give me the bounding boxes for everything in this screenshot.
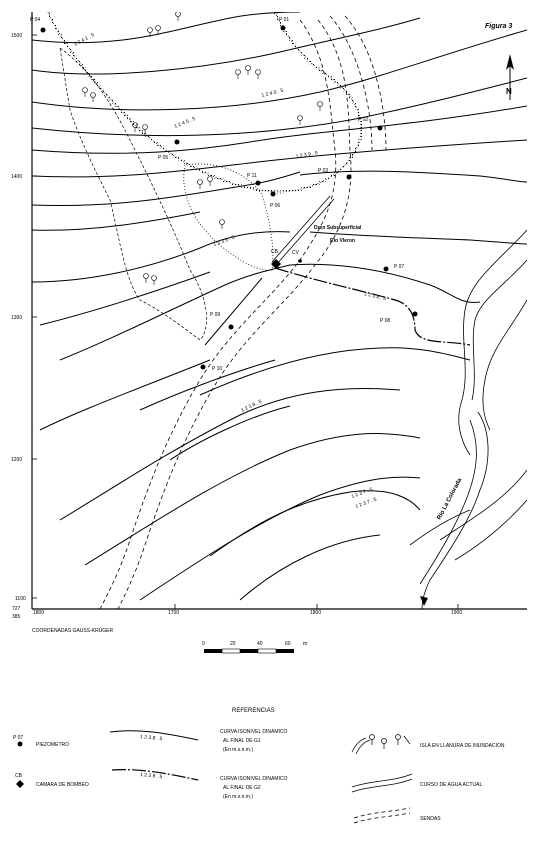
piezometer-label: P 03 (318, 168, 329, 174)
legend-curva2-sample: 1 2 3 8 . 5 (139, 772, 163, 781)
x-axis-ticks (12, 604, 462, 620)
island-polygon (60, 48, 207, 340)
legend-curva2-line3: (En m.s.n.m.) (223, 794, 254, 800)
contour-label: 1 2 4 0 . 5 (173, 115, 197, 130)
legend-piezometer-icon (18, 742, 23, 747)
y-tick-label: 1400 (11, 174, 23, 180)
contour-label: 1 2 3 8 . 5 (363, 291, 387, 303)
legend-sendas-icon (354, 808, 410, 823)
drain-label: Dren Subsuperficial (314, 225, 362, 231)
legend-curva2-line1: CURVA ISONIVEL DINAMICO (220, 776, 288, 782)
river-la-colorada (410, 230, 527, 609)
piezometer-label: P 10 (212, 366, 223, 372)
contour-labels (73, 32, 387, 510)
legend-curva2-line2: AL FINAL DE G2 (223, 785, 261, 791)
isonivel-g2-contour (275, 268, 470, 345)
scale-bar (202, 641, 307, 653)
contour-label: 1 2 3 9 . 5 (295, 150, 319, 160)
scale-label: 60 (285, 641, 291, 647)
pump-chamber-label: CB (271, 249, 278, 255)
piezometer-markers (30, 17, 418, 372)
piezometer-p07[interactable] (384, 264, 405, 272)
piezometer-label: P 05 (158, 155, 169, 161)
legend-camara-code: CB (15, 773, 22, 779)
legend-curso-icon (352, 774, 412, 792)
legend-curva1-line3: (En m.s.n.m.) (223, 747, 254, 753)
cv-label: CV (292, 250, 299, 256)
scale-label: 20 (230, 641, 236, 647)
map-frame (32, 12, 527, 609)
piezometer-label: P 06 (270, 203, 281, 209)
flood-plain-boundary (48, 12, 361, 270)
corner-label: 385 (12, 614, 21, 620)
piezometer-label: P 04 (30, 17, 41, 23)
contour-label: 1 2 4 0 . 5 (261, 87, 285, 99)
legend-pump-icon (16, 780, 24, 788)
contour-label: 1 2 3 8 . 5 (240, 398, 263, 414)
y-tick-label: 1100 (15, 596, 26, 602)
scale-label: 0 (202, 641, 205, 647)
contour-label: 1 2 3 9 . 5 (212, 234, 236, 248)
legend-isla-icon (352, 735, 410, 755)
y-axis-ticks (11, 33, 37, 602)
flood-plain-hatching (48, 12, 361, 192)
legend-title: REFERENCIAS (232, 708, 275, 714)
north-arrow-icon (506, 54, 514, 100)
legend-camara: CAMARA DE BOMBEO (36, 782, 89, 788)
x-tick-label: 1800 (310, 610, 322, 616)
river-la-colorada-label: Río La Colorada (436, 477, 464, 521)
figure-label: Figura 3 (485, 23, 513, 30)
piezometer-label: P 09 (210, 312, 221, 318)
x-tick-label: 1700 (168, 610, 180, 616)
legend-curso: CURSO DE AGUA ACTUAL (420, 782, 483, 788)
legend-curva1-sample: 1 2 3 8 . 5 (139, 734, 163, 743)
contour-label: 1 2 4 1 . 5 (73, 32, 96, 48)
y-tick-label: 1300 (11, 315, 23, 321)
drain-river-label: Río Vleron (330, 238, 356, 244)
contour-label: 1 2 3 7 . 5 (350, 486, 374, 500)
piezometer-p10[interactable] (201, 365, 223, 373)
cv-marker[interactable] (292, 250, 302, 263)
piezometer-label: P 01 (279, 17, 290, 23)
scale-unit: m (303, 641, 308, 647)
legend-curva1-line2: AL FINAL DE G1 (223, 738, 261, 744)
river-arrow-icon (420, 596, 428, 606)
piezometer-p09[interactable] (210, 312, 234, 330)
scale-label: 40 (257, 641, 263, 647)
legend-sendas: SENDAS (420, 816, 441, 822)
legend-curva1-line1: CURVA ISONIVEL DINAMICO (220, 729, 288, 735)
y-tick-label: 1500 (11, 33, 23, 39)
x-tick-label: 1800 (33, 610, 45, 616)
x-tick-label: 1900 (451, 610, 463, 616)
coordinates-note: COORDENADAS GAUSS-KRÜGER (32, 628, 114, 634)
north-label: N (506, 87, 512, 96)
piezometer-p06[interactable] (270, 192, 280, 210)
isonivel-contours (32, 12, 527, 600)
legend (13, 708, 505, 823)
piezometer-label: P 11 (247, 173, 257, 179)
legend-piezometro-code: P 07 (13, 735, 24, 741)
contour-label: 1 2 3 7 . 5 (354, 496, 378, 510)
y-tick-label: 1200 (11, 457, 23, 463)
piezometer-label: P 07 (394, 264, 405, 270)
piezometer-label: P 08 (380, 318, 391, 324)
legend-isla: ISLA EN LLANURA DE INUNDACION (420, 743, 505, 749)
corner-label: 727 (12, 606, 21, 612)
legend-piezometro: PIEZOMETRO (36, 742, 70, 748)
piezometer-label: P 02 (358, 117, 369, 123)
pump-chamber-cb[interactable] (271, 249, 281, 269)
